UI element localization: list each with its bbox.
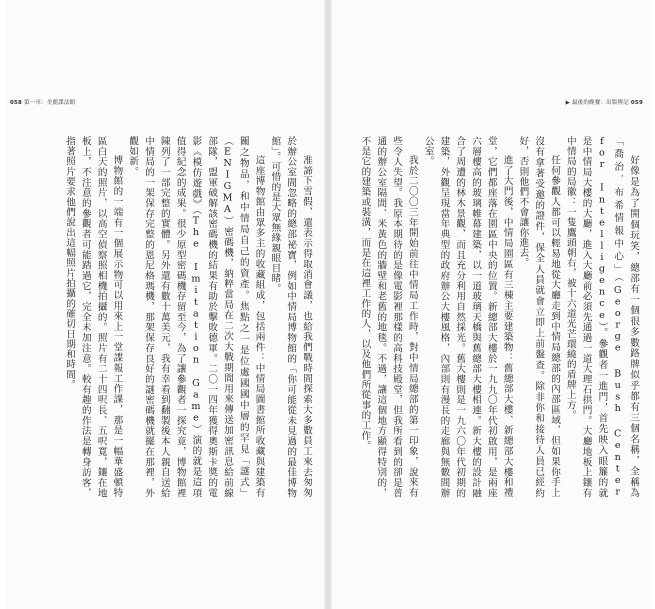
right-paragraph: 好像是為了開個玩笑，總部有一個很多數路牌似乎都有三個名稱，全稱為「喬治．布希情報中心」（George Bush Center for Intelligence）。參觀者一進門，首先映入眼簾的就是中情局大樓的大廳，進入大廳前必須先通過一道大理石拱門。大廳地板上鑲有中情局的局徽：一隻鷹頭朝右，被十六道光芒環繞的盾牌上方。	[564, 136, 639, 498]
right-paragraph: 進了大門後，中情局園區有三棟主要建築物：舊總部大樓、新總部大樓和禮堂，它們都座落在園區中央的位置。新總部大樓於一九九〇年代初啟用，是兩座六層樓高的玻璃帷幕建築，以一道玻璃天橋與舊總部大樓相連。新大樓的設計融合了周遭的林木景觀，而且充分利用自然採光。舊大樓則是一九六〇年代初期的建築，外觀呈現當年典型的政府辦公大樓風格，內部則有漫長的走廊與無數間辦公室。	[422, 136, 513, 498]
right-page	[332, 0, 649, 609]
right-running-head-title: ▶ 最後的晚餐：出版傳記	[565, 100, 629, 106]
book-gutter	[324, 0, 332, 609]
right-paragraph: 我於二〇〇三年開始前往中情局工作時，對中情局總部的第一印象，說來有些令人失望。我原本期待的是像電影裡那樣的高科技殿堂，但我所看到的卻是普通的辦公室隔間、米黃色的牆壁和老舊的地毯。不過，讓這個地方顯得特別的，不是它的建築或裝潢，而是在這裡工作的人，以及他們所從事的工作。	[359, 136, 418, 498]
right-running-head	[566, 98, 643, 106]
left-paragraph: 准諦下雪假，還表示得取消會議，也給我們戰時間探索大多數員工來去匆匆於辦公室間忽略的總部祕寶，例如中情局博物館的「你可能從未見過的最佳博物館」。可惜的是大眾無緣親眼目睹。	[269, 136, 312, 498]
left-body-text	[24, 136, 314, 498]
right-body-text	[349, 136, 641, 498]
left-running-head-title: 第一章：美麗諜法館	[24, 100, 76, 106]
right-page-number: 059	[630, 100, 643, 106]
right-paragraph: 任何參觀人都可以輕易地從大廳走到中情局總部的內部區域，但如果你手上沒有拿著受邀的證件，保全人員就會立即上前盤查。除非你和接待人員已經約好，否則他們不會讓你進去。	[517, 136, 561, 498]
left-paragraph: 博物館的一端有一個展示物可以用來上一堂諜報工作課，那是一幅華盛頓特區白天的照片，以高空偵察照相機拍攝的。照片有二十四呎長、五呎寬，鑲在地板上，不注意的參觀者可能踏過它，完全未加注意。較有趣的作法是轉身訪客，指著照片要求他們說出這幅照片拍攝的確切日期和時間。	[64, 136, 123, 498]
left-page-number: 058	[10, 100, 23, 106]
left-paragraph: 這座博物館由眾多主的收藏組成，包括兩件：中情局圖書館所收藏與建築有關之物品，和中情局自己的資產。焦點之一是位處國國中層的罕見「謎式」（ENIGMA）密碼機，納粹當局在二次大戰期間用來傳送加密訊息給前線部隊，盟軍破解該密碼機的結果有助於擊敗德軍。二〇一四年獲得奧斯卡獎的電影《模仿遊戲》（The Imitation Game）演的就是這項值得紀念的成果。很少原型密碼機存留至今，為了讓參觀者一探究竟，博物館裡陳列了一部完整的實體。另外還有數十萬美元，我有幸看到翻製後本人親自送給中情局的一架保存完整的恩尼格瑪機，那架保存良好的謎密碼機就擺在那裡，外觀如新。	[127, 136, 265, 498]
left-page	[6, 0, 324, 609]
left-running-head	[10, 98, 75, 106]
